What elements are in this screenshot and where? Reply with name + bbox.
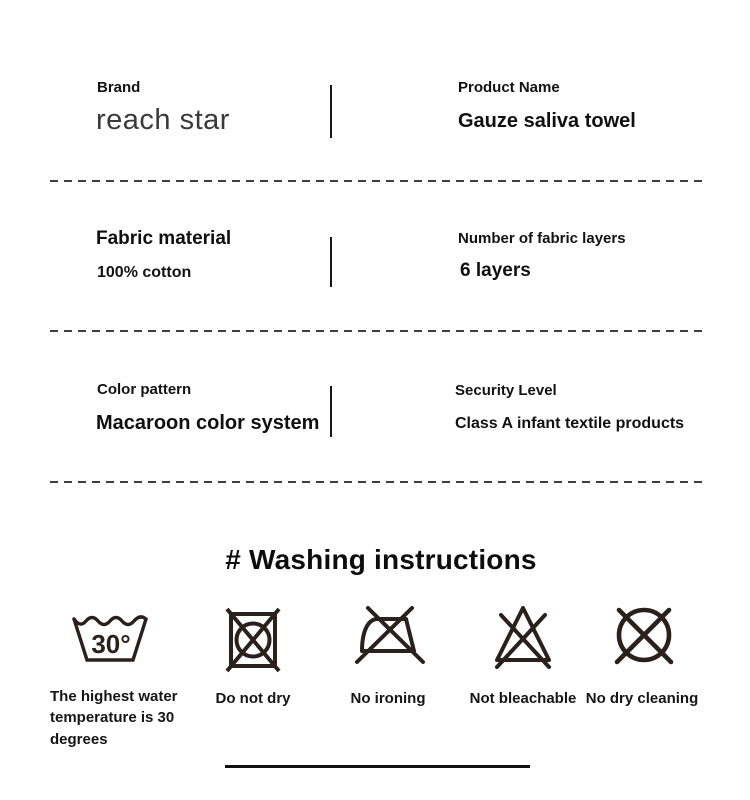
fabric-material-label: Fabric material xyxy=(96,228,232,249)
washing-item-label: The highest water temperature is 30 degrees xyxy=(50,688,178,748)
color-pattern-label: Color pattern xyxy=(97,381,192,398)
dashed-divider xyxy=(50,481,706,483)
washing-item-label: No dry cleaning xyxy=(585,690,699,707)
not-bleachable-icon xyxy=(491,603,555,669)
do-not-dry-icon xyxy=(225,606,281,674)
dashed-divider xyxy=(50,180,706,182)
vertical-divider xyxy=(330,386,332,437)
fabric-layers-value: 6 layers xyxy=(460,260,531,281)
washing-item-label: Do not dry xyxy=(215,690,291,707)
wash-temp-text: 30° xyxy=(91,629,131,659)
wash-30-icon xyxy=(70,612,150,664)
no-dry-cleaning-icon xyxy=(611,604,677,670)
bottom-divider-line xyxy=(225,765,530,768)
product-name-value: Gauze saliva towel xyxy=(458,110,636,132)
brand-value: reach star xyxy=(96,104,230,136)
vertical-divider xyxy=(330,85,332,138)
fabric-layers-label: Number of fabric layers xyxy=(458,230,626,247)
washing-item-label: No ironing xyxy=(350,690,426,707)
vertical-divider xyxy=(330,237,332,287)
product-name-label: Product Name xyxy=(458,79,560,96)
security-level-value: Class A infant textile products xyxy=(455,415,685,432)
no-ironing-icon xyxy=(354,605,426,665)
dashed-divider xyxy=(50,330,706,332)
brand-label: Brand xyxy=(97,79,141,96)
washing-instructions-heading: # Washing instructions xyxy=(225,544,537,575)
fabric-material-value: 100% cotton xyxy=(97,264,192,281)
washing-item-label: Not bleachable xyxy=(469,690,577,707)
color-pattern-value: Macaroon color system xyxy=(96,412,320,434)
security-level-label: Security Level xyxy=(455,382,557,399)
